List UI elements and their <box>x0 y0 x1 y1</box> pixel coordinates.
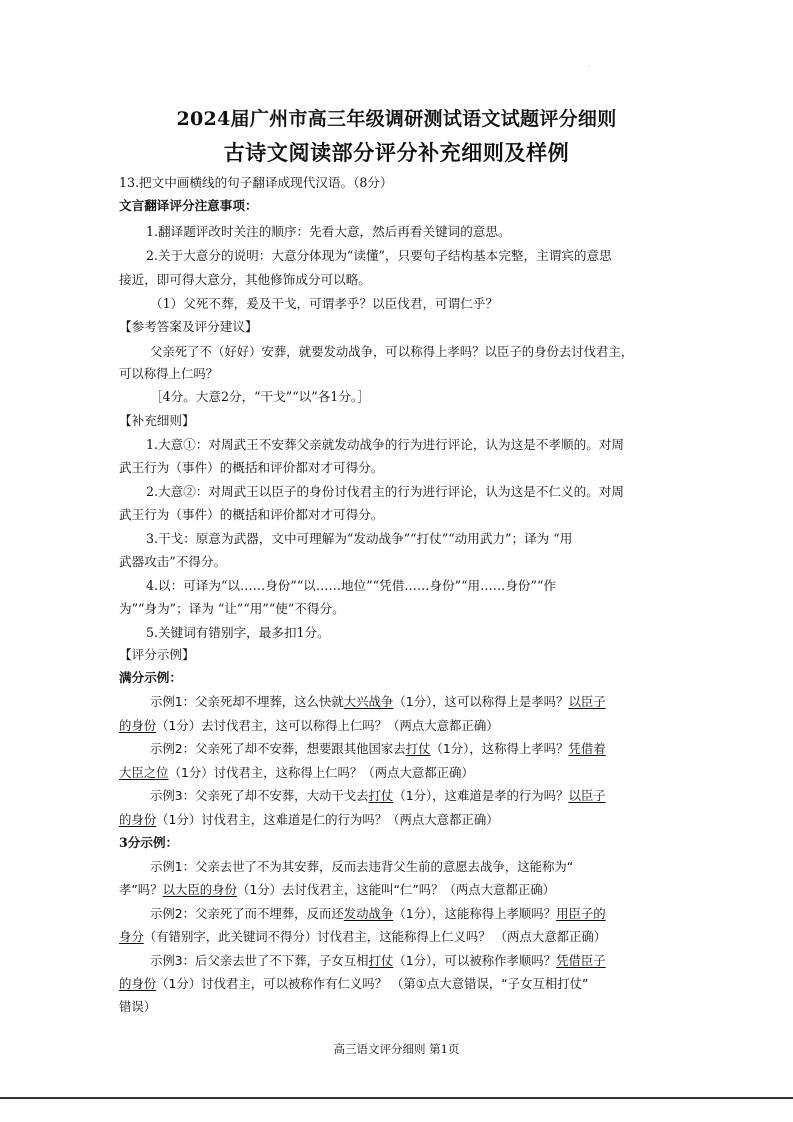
underlined-keyword: 大兴战争 <box>343 694 394 709</box>
three-example-2-line2 <box>119 929 606 945</box>
supplement-2a: 2.大意②：对周武王以臣子的身份讨伐君主的行为进行评论，认为这是不仁义的。对周 <box>146 484 624 499</box>
example-text: （1分），这能称得上孝顺吗？ <box>393 906 557 921</box>
full-example-3-line1 <box>150 788 606 804</box>
three-example-2-line1 <box>150 906 606 922</box>
example-text: （1分），这难道是孝的行为吗？ <box>393 788 569 803</box>
supplement-4b: 为”“身为”；译为 “让”“用”“使”不得分。 <box>119 601 345 616</box>
example-text: （1分）讨伐君主，这称得上仁吗？（两点大意都正确） <box>168 765 474 780</box>
full-example-1-line2 <box>119 718 499 734</box>
bottom-rule <box>0 1097 793 1099</box>
underlined-keyword: 以臣子 <box>568 788 606 803</box>
underlined-keyword: 用臣子的 <box>556 906 606 921</box>
underlined-keyword: 发动战争 <box>343 906 394 921</box>
reference-heading: 【参考答案及评分建议】 <box>119 319 258 334</box>
example-text: 示例2：父亲死了而不埋葬，反而还 <box>150 906 344 921</box>
example-text: 错误） <box>119 999 157 1014</box>
example-text: （1分），这可以称得上是孝吗？ <box>393 694 569 709</box>
example-text: 示例2：父亲死了却不安葬，想要跟其他国家去 <box>150 741 406 756</box>
example-text: （1分），可以被称作孝顺吗？ <box>393 953 557 968</box>
full-score-heading: 满分示例： <box>119 670 182 685</box>
document-title: 2024届广州市高三年级调研测试语文试题评分细则 <box>176 108 617 130</box>
underlined-keyword: 以大臣的身份 <box>162 882 237 897</box>
example-text: （1分）讨伐君主，可以被称作有仁义吗？ （第①点大意错误，“子女互相打仗” <box>156 976 589 991</box>
underlined-keyword: 以臣子 <box>568 694 606 709</box>
document-subtitle: 古诗文阅读部分评分补充细则及样例 <box>223 140 570 165</box>
example-text: 示例1：父亲死却不埋葬，这么快就 <box>150 694 344 709</box>
supplement-2b: 武王行为（事件）的概括和评价都对才可得分。 <box>119 507 384 522</box>
note-1: 1.翻译题评改时关注的顺序：先看大意，然后再看关键词的意思。 <box>146 224 511 239</box>
three-example-3-line2 <box>119 976 588 992</box>
example-text: 示例3：后父亲去世了不下葬，子女互相 <box>150 953 369 968</box>
source-sentence: （1）父死不葬，爰及干戈，可谓孝乎？以臣伐君，可谓仁乎？ <box>150 296 499 311</box>
note-2a: 2.关于大意分的说明：大意分体现为“读懂”，只要句子结构基本完整，主谓宾的意思 <box>146 248 612 263</box>
underlined-keyword: 打仗 <box>368 953 394 968</box>
underlined-keyword: 大臣之位 <box>119 765 169 780</box>
example-text: 孝”吗？ <box>119 882 163 897</box>
page-footer: 高三语文评分细则 第1页 <box>333 1042 460 1056</box>
three-example-1-line1 <box>150 859 573 875</box>
supplement-3a: 3.干戈：原意为武器，文中可理解为“发动战争”“打仗”“动用武力”；译为 “用 <box>146 531 573 546</box>
reference-score: ［4分。大意2分，“干戈”“以”各1分。］ <box>150 389 370 404</box>
three-score-heading: 3分示例： <box>119 835 179 850</box>
supplement-4a: 4.以：可译为“以……身份”“以……地位”“凭借……身份”“用……身份”“作 <box>146 578 556 593</box>
underlined-keyword: 的身份 <box>119 812 157 827</box>
supplement-1a: 1.大意①：对周武王不安葬父亲就发动战争的行为进行评论，认为这是不孝顺的。对周 <box>146 437 624 452</box>
scan-speck: · <box>588 64 590 71</box>
example-text: （1分）讨伐君主，这难道是仁的行为吗？（两点大意都正确） <box>156 812 499 827</box>
underlined-keyword: 凭借着 <box>568 741 606 756</box>
supplement-1b: 武王行为（事件）的概括和评价都对才可得分。 <box>119 460 384 475</box>
examples-heading: 【评分示例】 <box>119 647 195 662</box>
underlined-keyword: 身分 <box>119 929 144 944</box>
question-13: 13.把文中画横线的句子翻译成现代汉语。（8分） <box>119 175 393 190</box>
example-text: （1分）去讨伐君主，这可以称得上仁吗？（两点大意都正确） <box>156 718 499 733</box>
note-heading: 文言翻译评分注意事项： <box>119 198 258 213</box>
underlined-keyword: 的身份 <box>119 718 157 733</box>
three-example-3-line3 <box>119 999 156 1015</box>
underlined-keyword: 打仗 <box>405 741 431 756</box>
supplement-5: 5.关键词有错别字，最多扣1分。 <box>146 625 330 640</box>
supplement-3b: 武器攻击”不得分。 <box>119 554 227 569</box>
example-text: （1分），这称得上孝吗？ <box>430 741 569 756</box>
example-text: 示例3：父亲死了却不安葬，大动干戈去 <box>150 788 369 803</box>
note-2b: 接近，即可得大意分，其他修饰成分可以略。 <box>119 272 371 287</box>
full-example-3-line2 <box>119 812 499 828</box>
full-example-2-line2 <box>119 765 474 781</box>
reference-answer-b: 可以称得上仁吗？ <box>119 366 219 381</box>
three-example-1-line2 <box>119 882 555 898</box>
example-text: （有错别字，此关键词不得分）讨伐君主，这能称得上仁义吗？ （两点大意都正确） <box>143 929 607 944</box>
full-example-1-line1 <box>150 694 606 710</box>
supplement-heading: 【补充细则】 <box>119 413 195 428</box>
reference-answer-a: 父亲死了不（好好）安葬，就要发动战争，可以称得上孝吗？以臣子的身份去讨伐君主， <box>150 344 634 359</box>
full-example-2-line1 <box>150 741 606 757</box>
underlined-keyword: 凭借臣子 <box>556 953 606 968</box>
example-text: （1分）去讨伐君主，这能叫“仁”吗？（两点大意都正确） <box>236 882 556 897</box>
underlined-keyword: 的身份 <box>119 976 157 991</box>
three-example-3-line1 <box>150 953 606 969</box>
example-text: 示例1：父亲去世了不为其安葬，反而去违背父生前的意愿去战争，这能称为“ <box>150 859 574 874</box>
underlined-keyword: 打仗 <box>368 788 394 803</box>
